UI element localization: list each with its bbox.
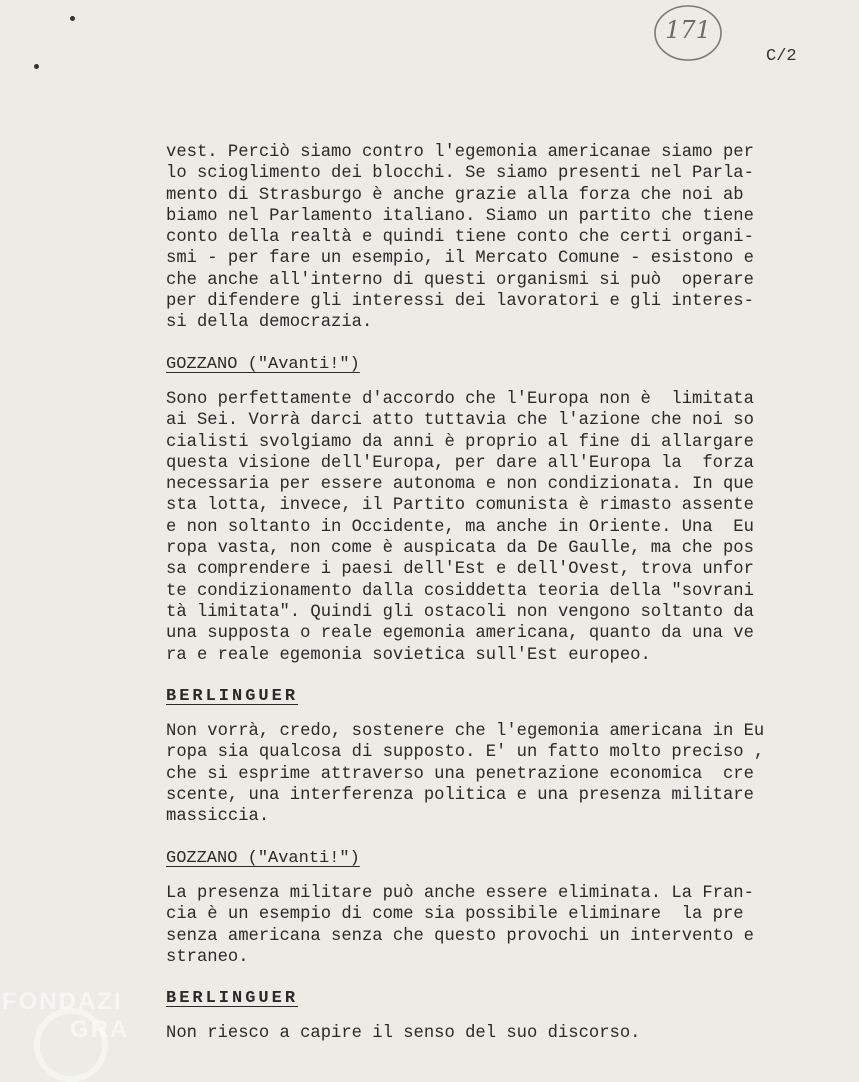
text-line: sta lotta, invece, il Partito comunista è rimasto assente: [166, 496, 754, 516]
paragraph-4: [166, 883, 806, 968]
text-line: senza americana senza che questo provochi un intervento e: [166, 926, 754, 946]
ink-speck: [34, 64, 39, 69]
text-line: si della democrazia.: [166, 313, 373, 333]
text-line: ai Sei. Vorrà darci atto tuttavia che l'azione che noi so: [166, 411, 754, 431]
text-line: sa comprendere i paesi dell'Est e dell'Ovest, trova unfor: [166, 560, 754, 580]
text-line: ra e reale egemonia sovietica sull'Est europeo.: [166, 645, 651, 665]
text-line: questa visione dell'Europa, per dare all'Europa la forza: [166, 453, 754, 473]
text-line: tà limitata". Quindi gli ostacoli non vengono soltanto da: [166, 602, 754, 622]
text-line: necessaria per essere autonoma e non condizionata. In que: [166, 475, 754, 495]
text-line: una supposta o reale egemonia americana, quanto da una ve: [166, 624, 754, 644]
watermark-text: GRA: [70, 1016, 130, 1043]
section-reference: C/2: [766, 47, 797, 66]
text-line: Non vorrà, credo, sostenere che l'egemonia americana in Eu: [166, 722, 765, 742]
text-line: smi - per fare un esempio, il Mercato Comune - esistono e: [166, 249, 754, 269]
text-line: ropa vasta, non come è auspicata da De Gaulle, ma che pos: [166, 539, 754, 559]
text-line: che si esprime attraverso una penetrazione economica cre: [166, 764, 754, 784]
text-line: vest. Perciò siamo contro l'egemonia americanae siamo per: [166, 143, 754, 162]
paragraph-1: [166, 142, 806, 334]
speaker-heading-gozzano: GOZZANO ("Avanti!"): [166, 848, 360, 868]
text-line: per difendere gli interessi dei lavoratori e gli interes-: [166, 292, 754, 312]
text-line: Non riesco a capire il senso del suo discorso.: [166, 1024, 641, 1044]
text-line: e non soltanto in Occidente, ma anche in Oriente. Una Eu: [166, 517, 754, 537]
paragraph-3: [166, 721, 806, 827]
handwritten-page-number: [652, 2, 724, 64]
text-line: che anche all'interno di questi organismi si può operare: [166, 270, 754, 290]
watermark-text: FONDAZI: [2, 988, 123, 1015]
text-line: massiccia.: [166, 807, 270, 827]
text-line: biamo nel Parlamento italiano. Siamo un partito che tiene: [166, 206, 754, 226]
foundation-watermark: [0, 982, 170, 1080]
paragraph-5: [166, 1023, 806, 1044]
text-line: lo scioglimento dei blocchi. Se siamo presenti nel Parla-: [166, 164, 754, 184]
speaker-heading-berlinguer: BERLINGUER: [166, 989, 299, 1009]
transcript-body: [166, 142, 806, 1045]
text-line: conto della realtà e quindi tiene conto che certi organi-: [166, 228, 754, 248]
text-line: mento di Strasburgo è anche grazie alla forza che noi ab: [166, 185, 744, 205]
text-line: scente, una interferenza politica e una presenza militare: [166, 786, 754, 806]
text-line: straneo.: [166, 947, 249, 967]
text-line: cialisti svolgiamo da anni è proprio al fine di allargare: [166, 432, 754, 452]
ink-speck: [70, 16, 75, 21]
watermark-logo-icon: [34, 1008, 108, 1082]
speaker-heading-gozzano: GOZZANO ("Avanti!"): [166, 354, 360, 374]
speaker-heading-berlinguer: BERLINGUER: [166, 686, 299, 706]
page-number-text: 171: [665, 16, 711, 44]
paragraph-2: [166, 389, 806, 666]
text-line: Sono perfettamente d'accordo che l'Europa non è limitata: [166, 389, 754, 409]
text-line: La presenza militare può anche essere eliminata. La Fran-: [166, 883, 754, 903]
text-line: ropa sia qualcosa di supposto. E' un fatto molto preciso ,: [166, 743, 765, 763]
text-line: te condizionamento dalla cosiddetta teoria della "sovrani: [166, 581, 754, 601]
text-line: cia è un esempio di come sia possibile eliminare la pre: [166, 905, 744, 925]
